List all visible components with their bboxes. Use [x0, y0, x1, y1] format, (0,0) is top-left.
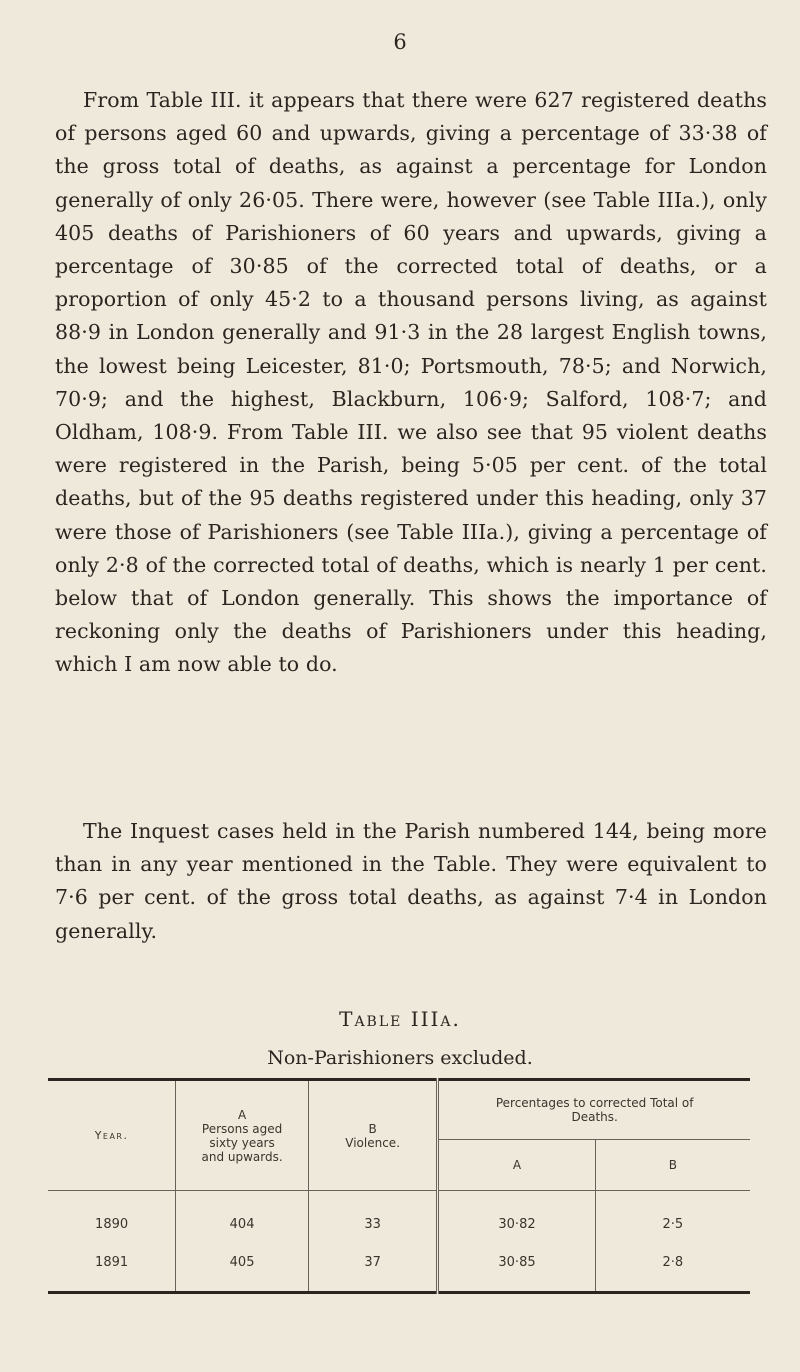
- paragraph-inquest-cases: The Inquest cases held in the Parish numbered 144, being more than in any year mentioned in the Table. They were equivalent to 7·6 per cent. of the gross total deaths, as against 7·4 in London generally.: [55, 819, 767, 943]
- table-subtitle: Non-Parishioners excluded.: [267, 1047, 533, 1069]
- cell-year: 1890: [48, 1191, 176, 1244]
- header-percentages: [438, 1080, 750, 1140]
- cell-violence: 33: [308, 1191, 437, 1244]
- header-col-a: [176, 1080, 309, 1191]
- header-year: Year.: [48, 1080, 176, 1191]
- paragraph-mortality-aged: From Table III. it appears that there were 627 registered deaths of persons aged 60 and upwards, giving a percentage of 33·38 of the gross total of deaths, as against a percentage for London generally of only 26·05. There were, however (see Table IIIa.), only 405 deaths of Parishioners of 60 years and upwards, giving a percentage of 30·85 of the corrected total of deaths, or a proportion of only 45·2 to a thousand persons living, as against 88·9 in London generally and 91·3 in the 28 largest English towns, the lowest being Leicester, 81·0; Portsmouth, 78·5; and Norwich, 70·9; and the highest, Blackburn, 106·9; Salford, 108·7; and Oldham, 108·9. From Table III. we also see that 95 violent deaths were registered in the Parish, being 5·05 per cent. of the total deaths, but of the 95 deaths registered under this heading, only 37 were those of Parishioners (see Table IIIa.), giving a percentage of only 2·8 of the corrected total of deaths, which is nearly 1 per cent. below that of London generally. This shows the importance of reckoning only the deaths of Parishioners under this heading, which I am now able to do.: [55, 88, 767, 677]
- cell-violence: 37: [308, 1243, 437, 1293]
- header-col-b: [308, 1080, 437, 1191]
- header-pct-b: B: [595, 1140, 750, 1191]
- table-title: Table IIIa.: [339, 1007, 461, 1031]
- statistics-table: [48, 1078, 750, 1294]
- header-col-b-letter: B: [368, 1121, 377, 1136]
- cell-persons-aged: 405: [176, 1243, 309, 1293]
- header-col-b-text: Violence.: [345, 1135, 401, 1150]
- table-row: [48, 1191, 750, 1244]
- header-col-a-text: Persons aged sixty years and upwards.: [201, 1121, 283, 1164]
- header-col-a-letter: A: [237, 1107, 247, 1122]
- cell-year: 1891: [48, 1243, 176, 1293]
- table-row: [48, 1243, 750, 1293]
- cell-pct-b: 2·5: [662, 1216, 684, 1232]
- header-percentages-text: Percentages to corrected Total of Deaths.: [495, 1096, 694, 1124]
- header-pct-a: A: [438, 1140, 595, 1191]
- cell-pct-a: 30·82: [438, 1191, 595, 1244]
- cell-pct-a: 30·85: [438, 1243, 595, 1293]
- page-number: 6: [393, 30, 407, 54]
- cell-persons-aged: 404: [176, 1191, 309, 1244]
- cell-pct-b: 2·8: [662, 1254, 684, 1270]
